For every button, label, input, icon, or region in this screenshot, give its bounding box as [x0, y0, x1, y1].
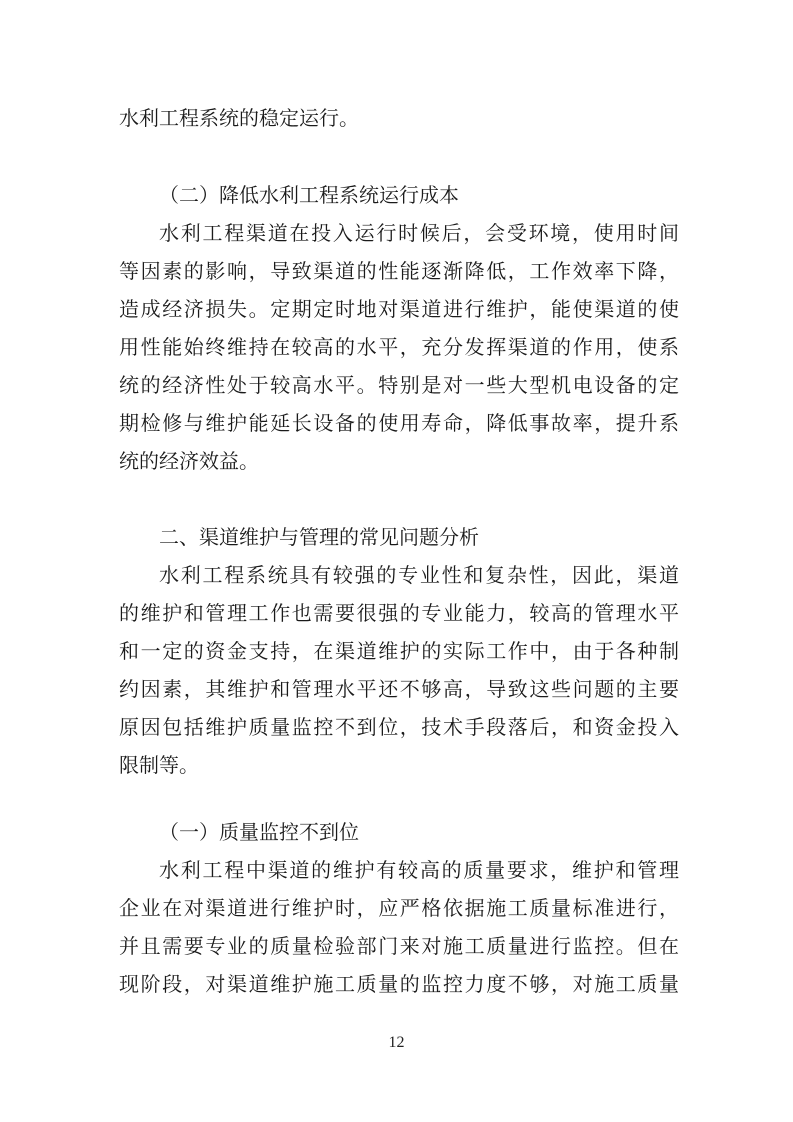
paragraph-line: 并且需要专业的质量检验部门来对施工质量进行监控。但在	[119, 934, 679, 958]
paragraph-line: 水利工程中渠道的维护有较高的质量要求，维护和管理	[159, 858, 679, 882]
section-heading-common-problems: 二、渠道维护与管理的常见问题分析	[159, 525, 479, 549]
paragraph-line: 用性能始终维持在较高的水平，充分发挥渠道的作用，使系	[119, 335, 679, 359]
paragraph-line: 造成经济损失。定期定时地对渠道进行维护，能使渠道的使	[119, 297, 679, 321]
page-number: 12	[388, 1034, 405, 1051]
paragraph-line: 的维护和管理工作也需要很强的专业能力，较高的管理水平	[119, 601, 679, 625]
paragraph-line: 限制等。	[119, 753, 199, 777]
paragraph-line: 等因素的影响，导致渠道的性能逐渐降低，工作效率下降，	[119, 259, 679, 283]
section-heading-reduce-cost: （二）降低水利工程系统运行成本	[159, 183, 459, 207]
paragraph-line: 期检修与维护能延长设备的使用寿命，降低事故率，提升系	[119, 411, 679, 435]
paragraph-line: 和一定的资金支持，在渠道维护的实际工作中，由于各种制	[119, 639, 679, 663]
paragraph-line: 统的经济性处于较高水平。特别是对一些大型机电设备的定	[119, 373, 679, 397]
paragraph-line: 水利工程系统具有较强的专业性和复杂性，因此，渠道	[159, 563, 679, 587]
paragraph-continuation-line: 水利工程系统的稳定运行。	[119, 106, 359, 130]
paragraph-line: 水利工程渠道在投入运行时候后，会受环境，使用时间	[159, 221, 679, 245]
section-heading-quality-monitoring: （一）质量监控不到位	[159, 820, 359, 844]
paragraph-line: 企业在对渠道进行维护时，应严格依据施工质量标准进行，	[119, 896, 679, 920]
paragraph-line: 统的经济效益。	[119, 449, 259, 473]
paragraph-line: 原因包括维护质量监控不到位，技术手段落后，和资金投入	[119, 715, 679, 739]
paragraph-line: 约因素，其维护和管理水平还不够高，导致这些问题的主要	[119, 677, 679, 701]
paragraph-line: 现阶段，对渠道维护施工质量的监控力度不够，对施工质量	[119, 972, 679, 996]
